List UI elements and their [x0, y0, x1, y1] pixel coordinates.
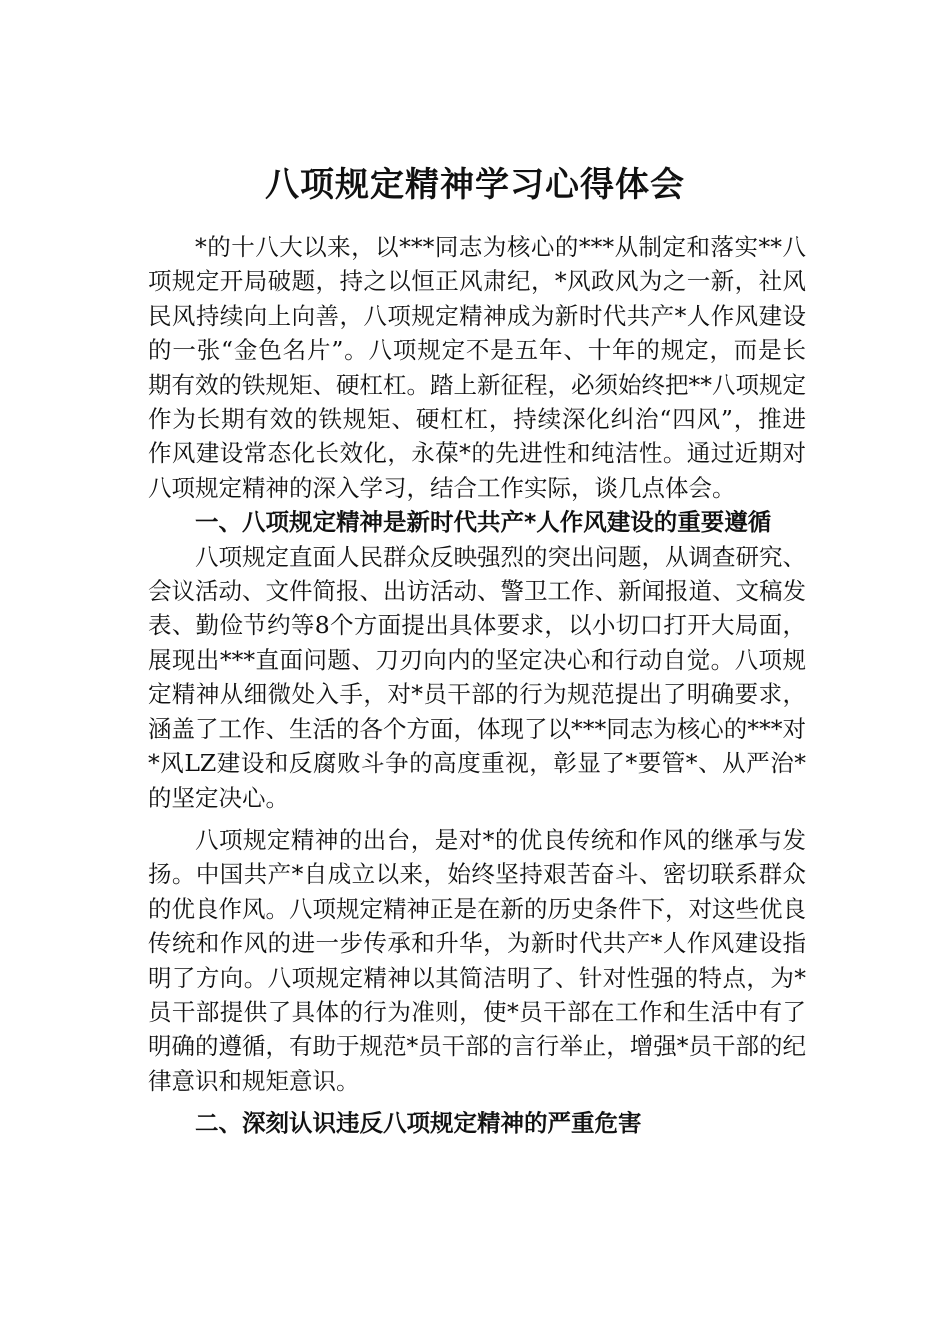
- section-2-heading: 二、深刻认识违反八项规定精神的严重危害: [195, 1109, 642, 1138]
- section-1-paragraph-2: 八项规定精神的出台，是对*的优良传统和作风的继承与发扬。中国共产*自成立以来，始终坚持艰苦奋斗、密切联系群众的优良作风。八项规定精神正是在新的历史条件下，对这些优良传统和作风的进一步传承和升华，为新时代共产*人作风建设指明了方向。八项规定精神以其简洁明了、针对性强的特点，为*员干部提供了具体的行为准则，使*员干部在工作和生活中有了明确的遵循，有助于规范*员干部的言行举止，增强*员干部的纪律意识和规矩意识。: [148, 825, 806, 1095]
- document-body: [148, 230, 806, 1141]
- document-title: 八项规定精神学习心得体会: [265, 165, 685, 205]
- section-1-heading: 一、八项规定精神是新时代共产*人作风建设的重要遵循: [195, 508, 772, 537]
- section-1-paragraph-1: 八项规定直面人民群众反映强烈的突出问题，从调查研究、会议活动、文件简报、出访活动、警卫工作、新闻报道、文稿发表、勤俭节约等8个方面提出具体要求，以小切口打开大局面，展现出***直面问题、刀刃向内的坚定决心和行动自觉。八项规定精神从细微处入手，对*员干部的行为规范提出了明确要求，涵盖了工作、生活的各个方面，体现了以***同志为核心的***对*风LZ建设和反腐败斗争的高度重视，彰显了*要管*、从严治*的坚定决心。: [148, 542, 806, 812]
- intro-paragraph: *的十八大以来，以***同志为核心的***从制定和落实**八项规定开局破题，持之以恒正风肃纪，*风政风为之一新，社风民风持续向上向善，八项规定精神成为新时代共产*人作风建设的一张“金色名片”。八项规定不是五年、十年的规定，而是长期有效的铁规矩、硬杠杠。踏上新征程，必须始终把**八项规定作为长期有效的铁规矩、硬杠杠，持续深化纠治“四风”，推进作风建设常态化长效化，永葆*的先进性和纯洁性。通过近期对八项规定精神的深入学习，结合工作实际，谈几点体会。: [148, 233, 806, 502]
